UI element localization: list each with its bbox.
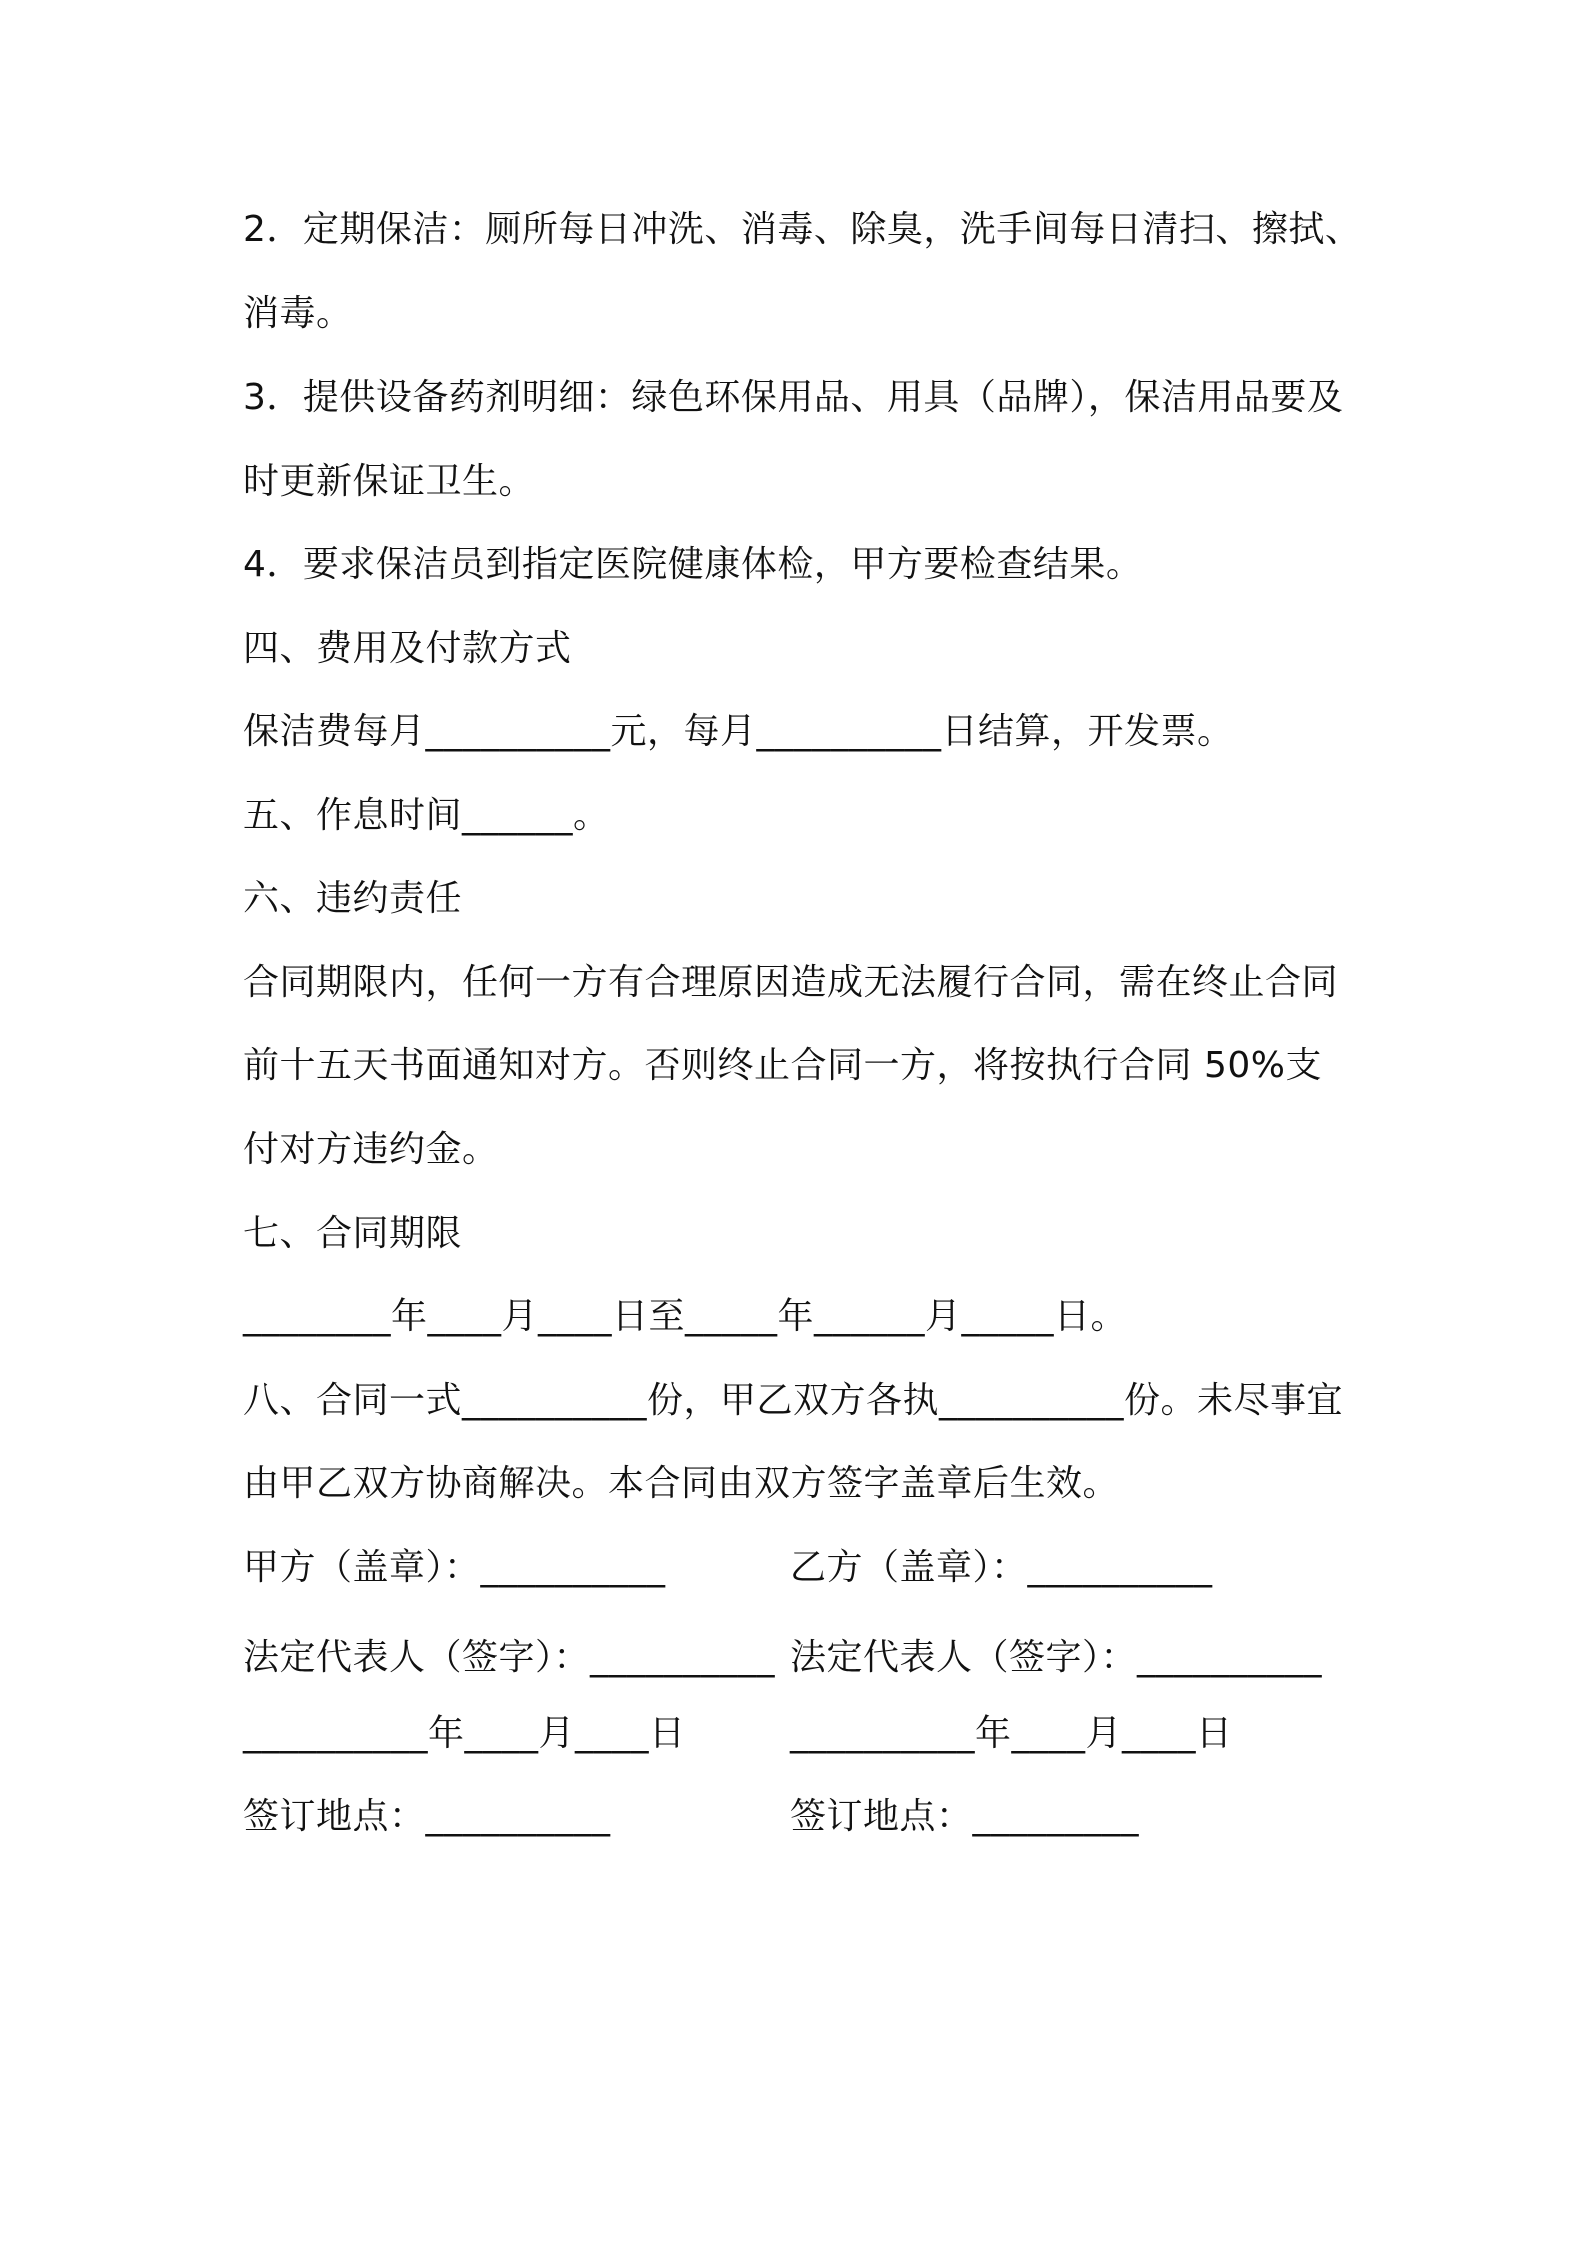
- breach-line-1: 合同期限内，任何一方有合理原因造成无法履行合同，需在终止合同: [243, 962, 1339, 1003]
- section-6-heading: 六、违约责任: [243, 878, 463, 919]
- party-a-seal: 甲方（盖章）：__________: [243, 1547, 666, 1588]
- place-a: 签订地点：__________: [243, 1796, 611, 1837]
- clause-3-line-2: 时更新保证卫生。: [243, 461, 536, 502]
- date-b: __________年____月____日: [790, 1713, 1233, 1754]
- clause-4-line: 4．要求保洁员到指定医院健康体检，甲方要检查结果。: [243, 544, 1143, 585]
- breach-line-3: 付对方违约金。: [243, 1129, 499, 1170]
- clause-2-line-2: 消毒。: [243, 293, 353, 334]
- date-a: __________年____月____日: [243, 1713, 686, 1754]
- section-8-line-2: 由甲乙双方协商解决。本合同由双方签字盖章后生效。: [243, 1463, 1120, 1504]
- legal-rep-b: 法定代表人（签字）：__________: [790, 1637, 1323, 1678]
- clause-3-line-1: 3．提供设备药剂明细：绿色环保用品、用具（品牌），保洁用品要及: [243, 377, 1344, 418]
- breach-line-2: 前十五天书面通知对方。否则终止合同一方，将按执行合同 50%支: [243, 1045, 1322, 1086]
- party-b-seal: 乙方（盖章）：__________: [790, 1547, 1213, 1588]
- clause-2-line-1: 2．定期保洁：厕所每日冲洗、消毒、除臭，洗手间每日清扫、擦拭、: [243, 209, 1362, 250]
- section-4-heading: 四、费用及付款方式: [243, 628, 572, 669]
- place-b: 签订地点：_________: [790, 1796, 1140, 1837]
- fee-line: 保洁费每月__________元，每月__________日结算，开发票。: [243, 711, 1234, 752]
- legal-rep-a: 法定代表人（签字）：__________: [243, 1637, 776, 1678]
- term-line: ________年____月____日至_____年______月_____日。: [243, 1296, 1127, 1337]
- section-8-line-1: 八、合同一式__________份，甲乙双方各执__________份。未尽事宜: [243, 1380, 1344, 1421]
- section-7-heading: 七、合同期限: [243, 1213, 463, 1254]
- section-5-line: 五、作息时间______。: [243, 795, 610, 836]
